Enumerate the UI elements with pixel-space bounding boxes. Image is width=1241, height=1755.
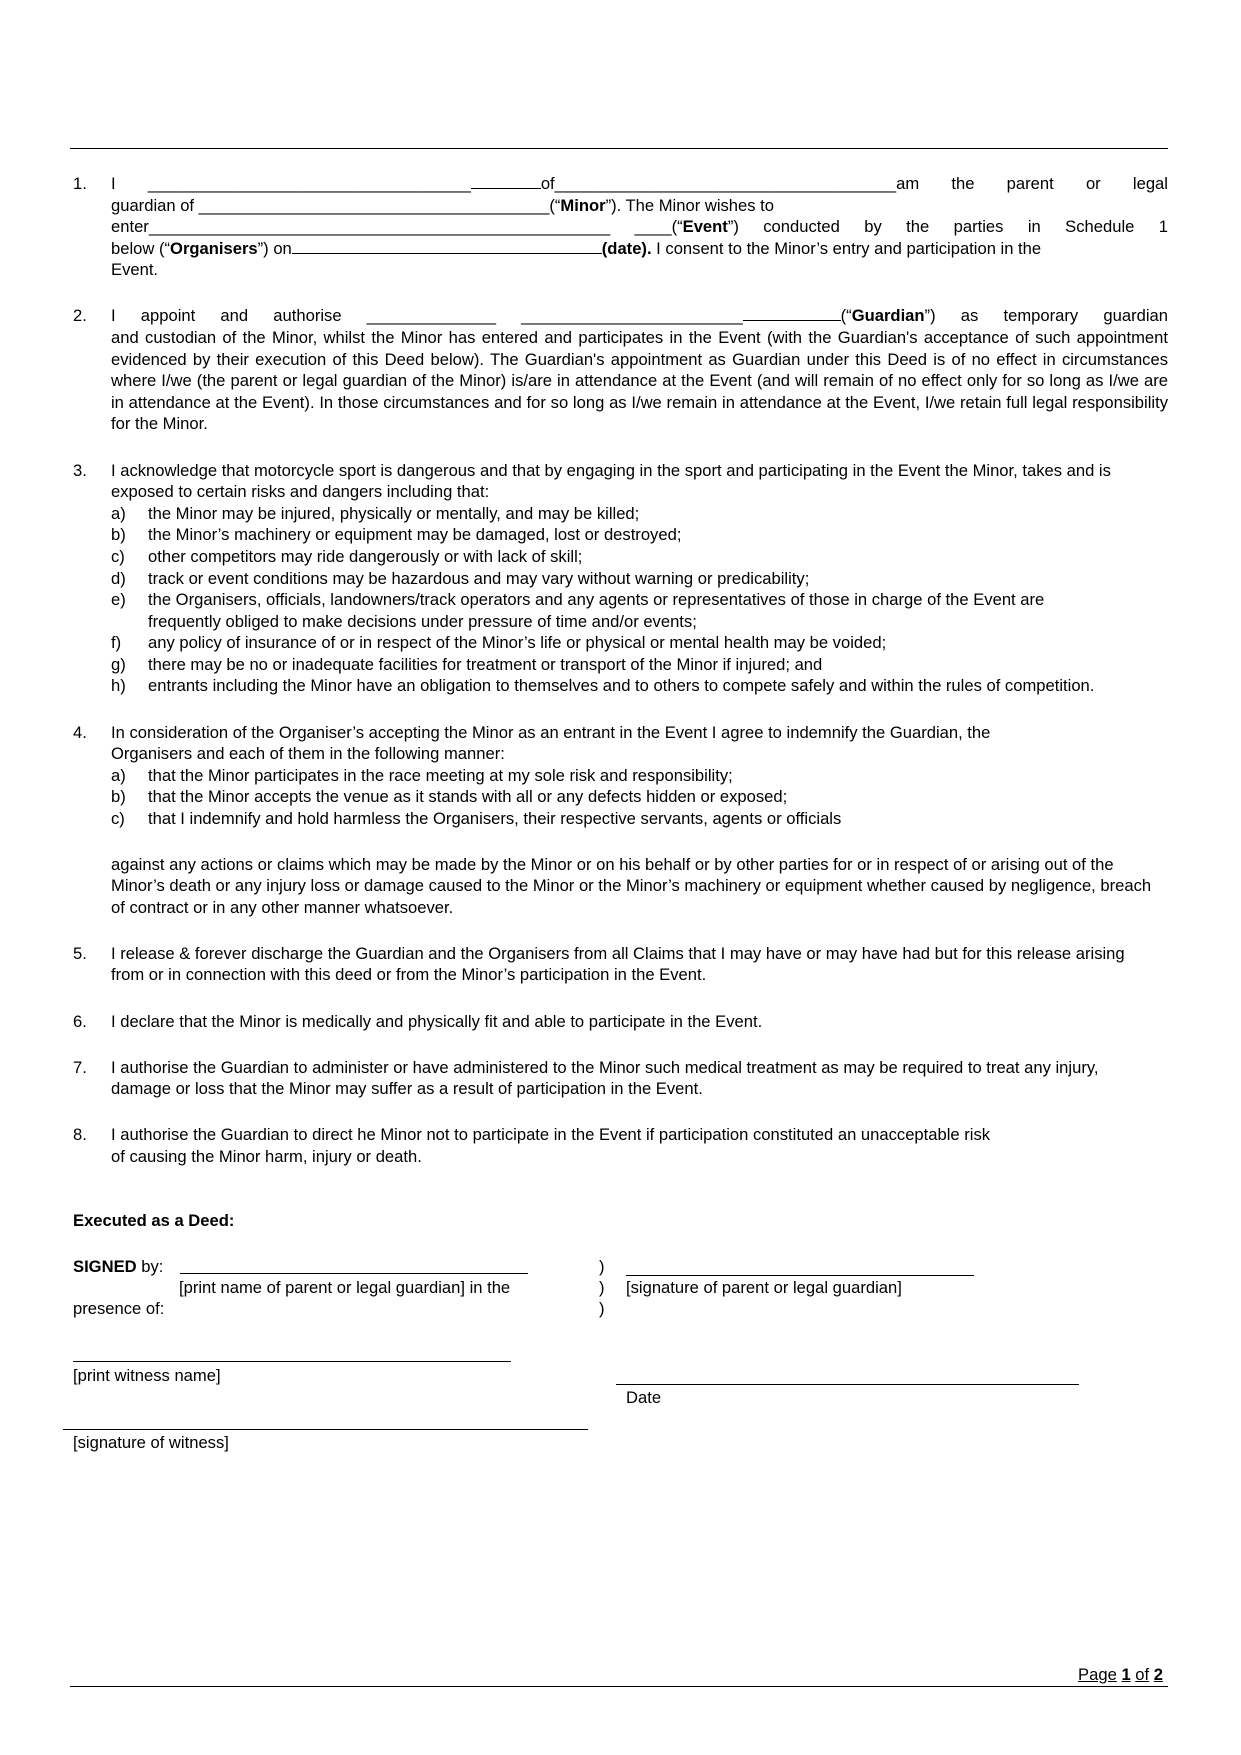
clause-number: 8.	[73, 1125, 87, 1145]
top-rule	[70, 148, 1168, 149]
date-label: (date).	[601, 238, 652, 258]
clause-1-line-4: below (“Organisers”) on (date). I consent to the Minor’s entry and participation in the	[111, 238, 1042, 258]
list-item: g) there may be no or inadequate facilities for treatment or transport of the Minor if injured; and	[111, 654, 823, 674]
date-line[interactable]	[616, 1384, 1079, 1385]
print-witness-label: [print witness name]	[73, 1366, 221, 1385]
clause-1-line-3: enter__________________________________________________ ____(“Event”) conducted by the parties in Schedule 1	[111, 217, 1168, 237]
clause-1	[73, 173, 1168, 281]
list-item: h) entrants including the Minor have an obligation to themselves and to others to compete safely and within the rules of competition.	[111, 676, 1095, 696]
clause-8	[73, 1124, 1168, 1167]
list-item: b) that the Minor accepts the venue as it stands with all or any defects hidden or exposed;	[111, 787, 788, 807]
bracket: )	[599, 1299, 605, 1318]
organisers-term: Organisers	[170, 238, 258, 258]
clause-7	[73, 1057, 1168, 1100]
clause-3	[73, 460, 1168, 698]
name-blank[interactable]	[471, 173, 541, 189]
clause-number: 3.	[73, 460, 87, 480]
clause-6	[73, 1011, 1168, 1033]
list-item: c) other competitors may ride dangerously or with lack of skill;	[111, 546, 583, 566]
witness-name-line[interactable]	[73, 1361, 511, 1362]
bracket: )	[599, 1257, 605, 1276]
clause-8-text: I authorise the Guardian to direct he Minor not to participate in the Event if participation constituted an unacceptable risk of causing the Minor harm, injury or death.	[111, 1125, 991, 1166]
clause-5	[73, 943, 1168, 986]
list-item: a) the Minor may be injured, physically or mentally, and may be killed;	[111, 503, 640, 523]
date-label: Date	[626, 1388, 662, 1407]
witness-signature-line[interactable]	[63, 1429, 588, 1430]
clause-4-tail: against any actions or claims which may be made by the Minor or on his behalf or by other parties for or in respect of or arising out of the Minor’s death or any injury loss or damage caused to the Minor or the Minor’s machinery or equipment whether caused by negligence, breach of contract or in any other manner whatsoever.	[111, 854, 1152, 917]
clause-number: 5.	[73, 943, 87, 963]
signed-by-label: SIGNED by:	[73, 1257, 164, 1276]
signature-parent-label: [signature of parent or legal guardian]	[626, 1278, 902, 1297]
list-item: e) the Organisers, officials, landowners/track operators and any agents or representatives of those in charge of the Event are frequently obliged to make decisions under pressure of time and/or events;	[111, 590, 1045, 631]
clause-2-line-1: I appoint and authorise ______________ ________________________ (“Guardian”) as temporary guardian	[111, 306, 1168, 326]
clause-1-line-2: guardian of ______________________________________(“Minor”). The Minor wishes to	[111, 195, 775, 215]
executed-heading: Executed as a Deed:	[73, 1211, 235, 1230]
clause-1-line-5: Event.	[111, 260, 159, 280]
clause-7-text: I authorise the Guardian to administer or have administered to the Minor such medical treatment as may be required to treat any injury, damage or loss that the Minor may suffer as a result of participation in the Event.	[111, 1057, 1099, 1099]
event-term: Event	[682, 217, 728, 237]
print-name-label: [print name of parent or legal guardian] in the	[179, 1278, 511, 1297]
guardian-term: Guardian	[851, 306, 925, 326]
clause-6-text: I declare that the Minor is medically and physically fit and able to participate in the Event.	[111, 1011, 763, 1031]
presence-of-label: presence of:	[73, 1299, 165, 1318]
clause-number: 7.	[73, 1057, 87, 1077]
list-item: a) that the Minor participates in the race meeting at my sole risk and responsibility;	[111, 765, 733, 785]
clause-number: 6.	[73, 1011, 87, 1031]
clause-1-line-1: I ___________________________________ of_____________________________________am the parent or legal	[111, 174, 1168, 193]
clause-2	[73, 305, 1168, 435]
clause-3-intro: I acknowledge that motorcycle sport is dangerous and that by engaging in the sport and participating in the Event the Minor, takes and is exposed to certain risks and dangers including that:	[111, 460, 1111, 502]
bottom-rule	[70, 1686, 1168, 1687]
list-item: f) any policy of insurance of or in respect of the Minor’s life or physical or mental health may be voided;	[111, 633, 887, 653]
signature-witness-label: [signature of witness]	[73, 1433, 229, 1452]
clause-number: 4.	[73, 722, 87, 742]
date-blank[interactable]	[292, 238, 602, 254]
bracket: )	[599, 1278, 605, 1297]
clause-number: 2.	[73, 306, 87, 326]
deed-body	[73, 173, 1168, 1192]
list-item: b) the Minor’s machinery or equipment may be damaged, lost or destroyed;	[111, 525, 682, 545]
clause-4	[73, 722, 1168, 919]
clause-5-text: I release & forever discharge the Guardian and the Organisers from all Claims that I may have or may have had but for this release arising from or in connection with this deed or from the Minor’s participation in the Event.	[111, 943, 1125, 985]
parent-name-line[interactable]	[180, 1273, 528, 1274]
guardian-name-blank[interactable]	[743, 305, 841, 321]
minor-term: Minor	[560, 195, 606, 215]
list-item: c) that I indemnify and hold harmless the Organisers, their respective servants, agents or officials	[111, 808, 842, 828]
clause-4-intro: In consideration of the Organiser’s accepting the Minor as an entrant in the Event I agree to indemnify the Guardian, the Organisers and each of them in the following manner:	[111, 722, 991, 764]
clause-number: 1.	[73, 174, 87, 193]
list-item: d) track or event conditions may be hazardous and may vary without warning or predicability;	[111, 568, 810, 588]
page-number: Page 1 of 2	[1078, 1665, 1163, 1684]
parent-signature-line[interactable]	[626, 1275, 974, 1276]
clause-2-text: and custodian of the Minor, whilst the Minor has entered and participates in the Event (with the Guardian's acceptance of such appointment evidenced by their execution of this Deed below). The Guardian's appointment as Guardian under this Deed is of no effect in circumstances where I/we (the parent or legal guardian of the Minor) is/are in attendance at the Event (and will remain of no effect only for so long as I/we are in attendance at the Event). In those circumstances and for so long as I/we remain in attendance at the Event, I/we retain full legal responsibility for the Minor.	[111, 328, 1168, 434]
